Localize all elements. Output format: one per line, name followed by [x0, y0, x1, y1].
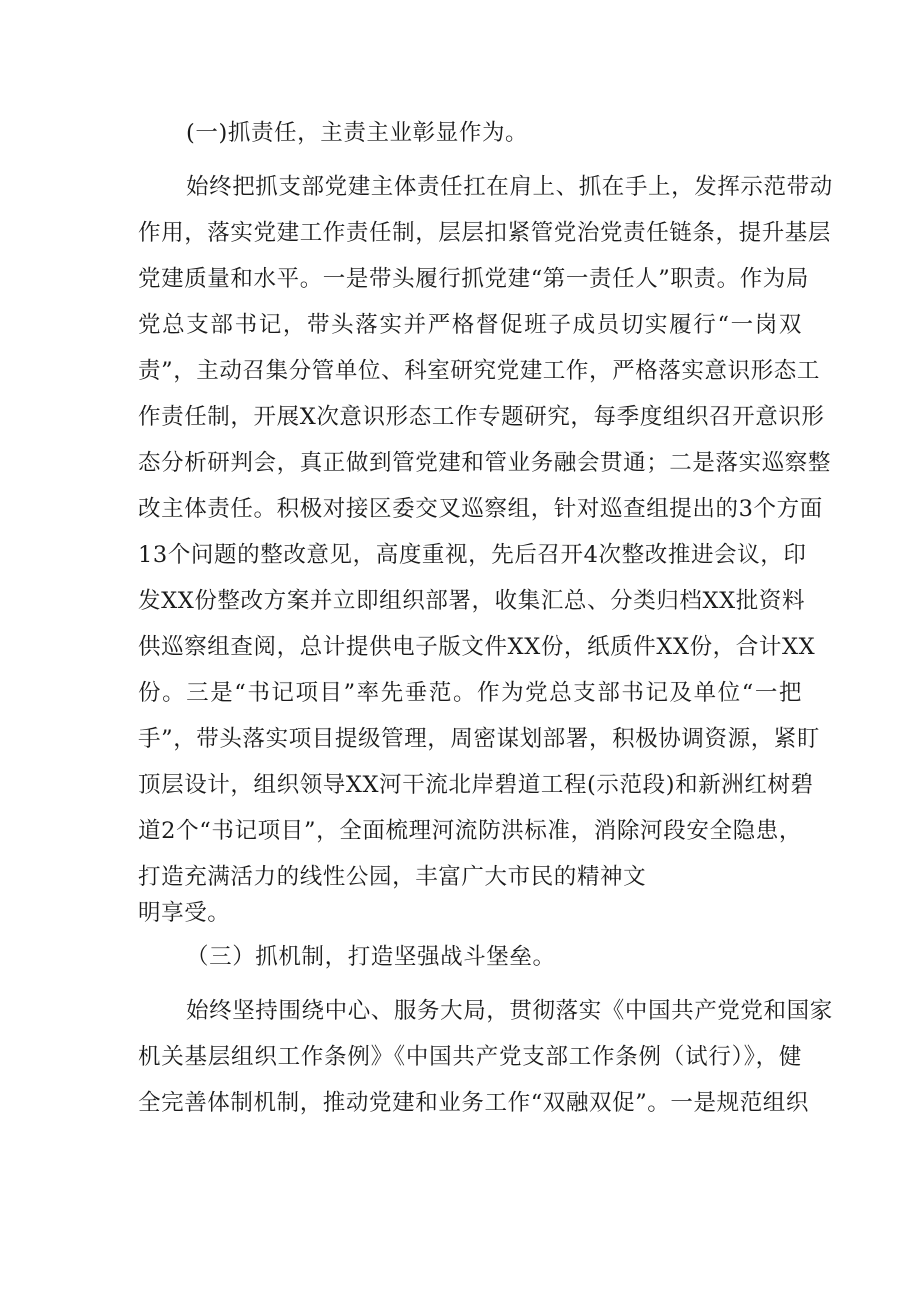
paragraph-line: 13个问题的整改意见，高度重视，先后召开4次整改推进会议，印 [138, 542, 807, 568]
paragraph-line: 明享受。 [138, 900, 231, 926]
paragraph-line: 作用，落实党建工作责任制，层层扣紧管党治党责任链条，提升基层 [138, 220, 832, 246]
paragraph-line: 党总支部书记，带头落实并严格督促班子成员切实履行“一岗双 [138, 312, 802, 338]
paragraph-line: 始终坚持围绕中心、服务大局，贯彻落实《中国共产党党和国家 [186, 998, 833, 1024]
paragraph-line: 道2个“书记项目”，全面梳理河流防洪标准，消除河段安全隐患， [138, 818, 802, 844]
paragraph-line: 机关基层组织工作条例》《中国共产党支部工作条例（试行）》，健 [138, 1044, 802, 1070]
paragraph-line: 责”，主动召集分管单位、科室研究党建工作，严格落实意识形态工 [138, 358, 821, 384]
paragraph-line: 发XX份整改方案并立即组织部署，收集汇总、分类归档XX批资料 [138, 588, 806, 614]
paragraph-line: 始终把抓支部党建主体责任扛在肩上、抓在手上，发挥示范带动 [186, 174, 833, 200]
paragraph-line: 党建质量和水平。一是带头履行抓党建“第一责任人”职责。作为局 [138, 266, 810, 292]
paragraph-line: 手”，带头落实项目提级管理，周密谋划部署，积极协调资源，紧盯 [138, 726, 821, 752]
section-heading-1: (一)抓责任，主责主业彰显作为。 [186, 120, 529, 146]
paragraph-line: 份。三是“书记项目”率先垂范。作为党总支部书记及单位“一把 [138, 680, 802, 706]
paragraph-line: 供巡察组查阅，总计提供电子版文件XX份，纸质件XX份，合计XX [138, 634, 816, 660]
section-heading-3: （三）抓机制，打造坚强战斗堡垒。 [186, 944, 556, 970]
paragraph-line: 态分析研判会，真正做到管党建和管业务融会贯通；二是落实巡察整 [138, 450, 832, 476]
paragraph-line: 改主体责任。积极对接区委交叉巡察组，针对巡查组提出的3个方面 [138, 496, 823, 522]
paragraph-line: 顶层设计，组织领导XX河干流北岸碧道工程(示范段)和新洲红树碧 [138, 772, 814, 798]
paragraph-line: 作责任制，开展X次意识形态工作专题研究，每季度组织召开意识形 [138, 404, 825, 430]
paragraph-line: 全完善体制机制，推动党建和业务工作“双融双促”。一是规范组织 [138, 1090, 810, 1116]
paragraph-line: 打造充满活力的线性公园，丰富广大市民的精神文 [138, 864, 647, 890]
